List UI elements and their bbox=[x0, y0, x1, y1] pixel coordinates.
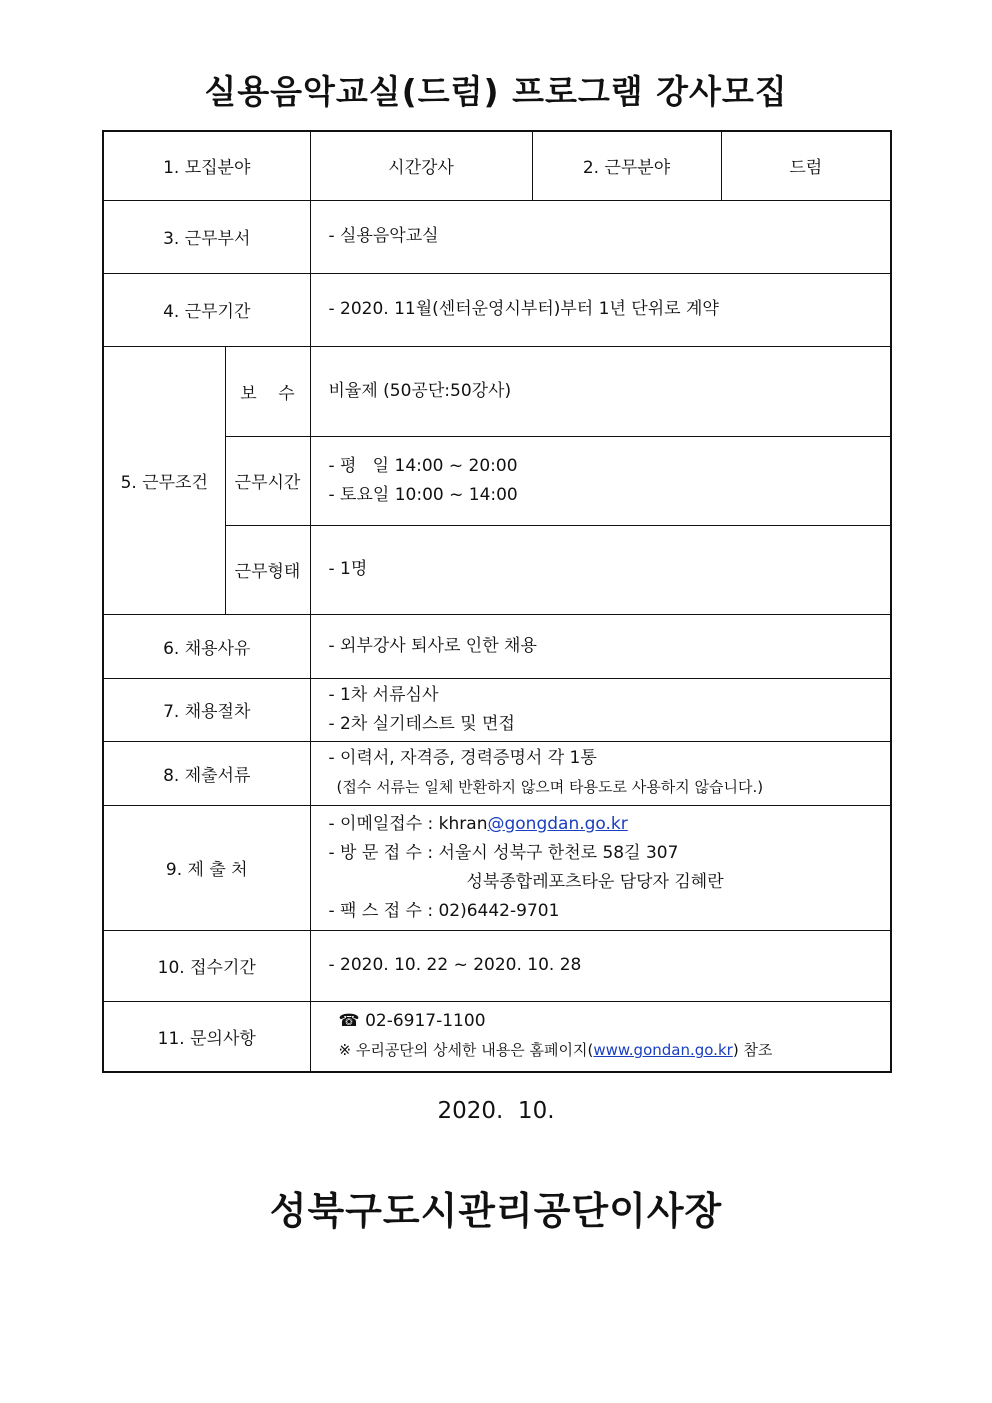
submission-value bbox=[310, 805, 891, 930]
documents-label: 8. 제출서류 bbox=[103, 741, 310, 805]
row-hire-procedure bbox=[103, 678, 891, 741]
pay-label: 보 수 bbox=[225, 346, 310, 436]
hire-procedure-label: 7. 채용절차 bbox=[103, 678, 310, 741]
recruitment-table bbox=[102, 130, 892, 1073]
submission-label: 9. 제 출 처 bbox=[103, 805, 310, 930]
row-work-period bbox=[103, 273, 891, 346]
hire-reason-label: 6. 채용사유 bbox=[103, 614, 310, 678]
work-type-label: 근무형태 bbox=[225, 525, 310, 614]
documents-value bbox=[310, 741, 891, 805]
work-conditions-label: 5. 근무조건 bbox=[103, 346, 225, 614]
row-application-period bbox=[103, 930, 891, 1001]
recruit-field-value: 시간강사 bbox=[310, 131, 532, 200]
row-hire-reason bbox=[103, 614, 891, 678]
procedure-step-2: - 2차 실기테스트 및 면접 bbox=[328, 713, 515, 734]
pay-value: 비율제 (50공단:50강사) bbox=[310, 346, 891, 436]
inquiry-note-suffix: ) 참조 bbox=[732, 1041, 773, 1060]
documents-list: - 이력서, 자격증, 경력증명서 각 1통 bbox=[328, 748, 597, 768]
weekday-hours: - 평 일 14:00 ~ 20:00 bbox=[328, 455, 518, 476]
department-value: - 실용음악교실 bbox=[310, 200, 891, 273]
inquiry-phone: ☎ 02-6917-1100 bbox=[338, 1011, 486, 1032]
work-period-label: 4. 근무기간 bbox=[103, 273, 310, 346]
saturday-hours: - 토요일 10:00 ~ 14:00 bbox=[328, 484, 518, 505]
inquiry-value bbox=[310, 1001, 891, 1072]
visit-submission: - 방 문 접 수 : 서울시 성북구 한천로 58길 307 bbox=[328, 842, 679, 863]
visit-submission-contact: 성북종합레포츠타운 담당자 김혜란 bbox=[466, 871, 724, 892]
fax-submission: - 팩 스 접 수 : 02)6442-9701 bbox=[328, 900, 560, 921]
work-type-value: - 1명 bbox=[310, 525, 891, 614]
notice-date: 2020. 10. bbox=[437, 1098, 555, 1124]
hire-reason-value: - 외부강사 퇴사로 인한 채용 bbox=[310, 614, 891, 678]
department-label: 3. 근무부서 bbox=[103, 200, 310, 273]
hire-procedure-value bbox=[310, 678, 891, 741]
page-title: 실용음악교실(드럼) 프로그램 강사모집 bbox=[204, 72, 788, 111]
homepage-link[interactable]: www.gondan.go.kr bbox=[593, 1041, 733, 1060]
email-domain-link[interactable]: @gongdan.go.kr bbox=[487, 813, 628, 834]
organization-signature: 성북구도시관리공단이사장 bbox=[269, 1189, 723, 1233]
row-pay bbox=[103, 346, 891, 436]
documents-note: (접수 서류는 일체 반환하지 않으며 타용도로 사용하지 않습니다.) bbox=[336, 778, 764, 796]
email-prefix: - 이메일접수 : khran bbox=[328, 813, 488, 834]
application-period-label: 10. 접수기간 bbox=[103, 930, 310, 1001]
work-field-label: 2. 근무분야 bbox=[532, 131, 721, 200]
row-recruit-field bbox=[103, 131, 891, 200]
row-documents bbox=[103, 741, 891, 805]
row-inquiry bbox=[103, 1001, 891, 1072]
inquiry-note bbox=[339, 1036, 891, 1065]
inquiry-note-prefix: ※ 우리공단의 상세한 내용은 홈페이지( bbox=[338, 1041, 594, 1060]
row-department bbox=[103, 200, 891, 273]
inquiry-label: 11. 문의사항 bbox=[103, 1001, 310, 1072]
recruit-field-label: 1. 모집분야 bbox=[103, 131, 310, 200]
work-hours-label: 근무시간 bbox=[225, 436, 310, 525]
procedure-step-1: - 1차 서류심사 bbox=[328, 684, 439, 705]
work-field-value: 드럼 bbox=[721, 131, 891, 200]
email-submission bbox=[329, 810, 891, 839]
work-hours-value bbox=[310, 436, 891, 525]
row-submission bbox=[103, 805, 891, 930]
application-period-value: - 2020. 10. 22 ~ 2020. 10. 28 bbox=[310, 930, 891, 1001]
work-period-value: - 2020. 11월(센터운영시부터)부터 1년 단위로 계약 bbox=[310, 273, 891, 346]
